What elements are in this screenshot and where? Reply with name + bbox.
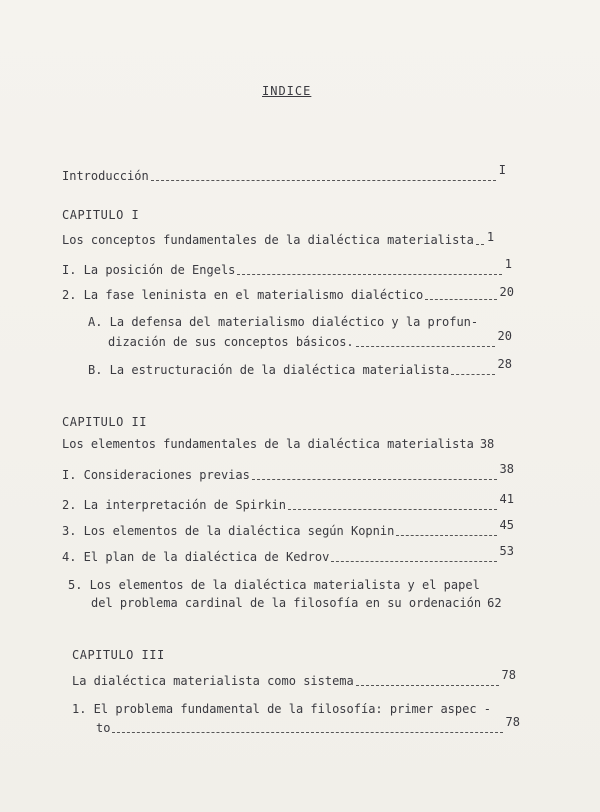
toc-entry <box>62 492 514 513</box>
toc-entry <box>108 329 512 350</box>
dot-leader <box>237 273 501 275</box>
toc-entry-page: 38 <box>479 437 495 451</box>
dot-leader <box>425 298 496 300</box>
chapter-title-label: Los conceptos fundamentales de la dialéctica materialista <box>62 233 474 247</box>
chapter-title-label: Los elementos fundamentales de la dialéctica materialista <box>62 437 474 451</box>
toc-entry-page: 38 <box>499 462 514 476</box>
chapter-title <box>62 232 518 248</box>
toc-entry-page: 45 <box>499 518 514 532</box>
toc-entry-label: Introducción <box>62 169 149 183</box>
toc-entry <box>62 518 514 539</box>
toc-entry-page: 1 <box>504 257 512 271</box>
dot-leader <box>396 534 496 536</box>
toc-entry-page: 28 <box>497 357 512 371</box>
toc-entry-label: del problema cardinal de la filosofía en su ordenación <box>91 596 482 610</box>
dot-leader <box>252 478 497 480</box>
toc-entry-label: 4. El plan de la dialéctica de Kedrov <box>62 550 330 564</box>
index-title: INDICE <box>262 84 312 98</box>
toc-entry-label: 2. La fase leninista en el materialismo dialéctico <box>62 288 424 302</box>
toc-entry-line1: 1. El problema fundamental de la filosofía: primer aspec - <box>72 702 492 716</box>
toc-entry <box>88 357 512 378</box>
toc-entry-page: 53 <box>499 544 514 558</box>
toc-entry-label: 2. La interpretación de Spirkin <box>62 498 286 512</box>
dot-leader <box>151 179 496 181</box>
toc-entry-page: 1 <box>486 230 495 244</box>
dot-leader <box>331 560 496 562</box>
toc-entry-line1: A. La defensa del materialismo dialéctico y la profun- <box>88 315 479 329</box>
toc-entry <box>62 287 514 303</box>
toc-entry-label: I. La posición de Engels <box>62 263 236 277</box>
toc-entry-page: 78 <box>501 668 516 682</box>
toc-entry <box>91 595 521 611</box>
toc-entry-page: 20 <box>497 329 512 343</box>
toc-entry-page: 78 <box>505 715 520 729</box>
chapter-heading: CAPITULO III <box>72 648 165 662</box>
toc-entry-label: B. La estructuración de la dialéctica materialista <box>88 363 450 377</box>
chapter-title <box>62 436 518 452</box>
toc-entry-line1: 5. Los elementos de la dialéctica materialista y el papel <box>68 578 480 592</box>
toc-entry-page: 41 <box>499 492 514 506</box>
toc-entry-page: 20 <box>499 285 514 299</box>
toc-entry-label: 3. Los elementos de la dialéctica según Kopnin <box>62 524 395 538</box>
dot-leader <box>476 243 484 245</box>
chapter-title <box>72 668 516 689</box>
toc-entry <box>96 715 520 736</box>
toc-entry-page: 62 <box>487 596 502 610</box>
toc-entry <box>62 544 514 565</box>
toc-entry-intro <box>62 163 506 184</box>
dot-leader <box>288 508 497 510</box>
chapter-title-label: La dialéctica materialista como sistema <box>72 674 354 688</box>
toc-entry-label: to <box>96 721 111 735</box>
chapter-heading: CAPITULO I <box>62 208 140 222</box>
toc-entry-label: I. Consideraciones previas <box>62 468 250 482</box>
dot-leader <box>112 731 502 733</box>
toc-entry-label: dización de sus conceptos básicos. <box>108 335 354 349</box>
chapter-heading: CAPITULO II <box>62 415 147 429</box>
toc-entry <box>62 257 512 278</box>
dot-leader <box>356 345 495 347</box>
toc-entry-page: I <box>498 163 506 177</box>
dot-leader <box>356 684 499 686</box>
dot-leader <box>451 373 494 375</box>
toc-entry <box>62 462 514 483</box>
